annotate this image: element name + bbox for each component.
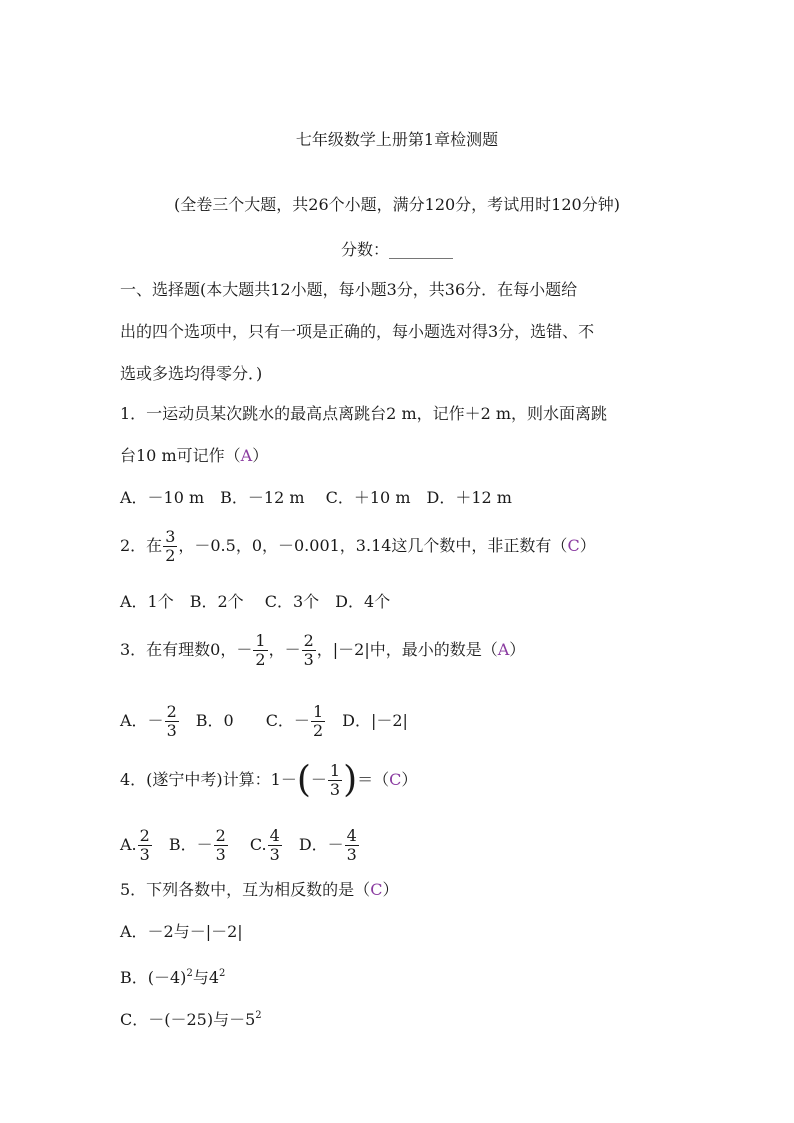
- q4-optD-num: 4: [346, 826, 357, 845]
- page-title: 七年级数学上册第1章检测题: [295, 130, 499, 149]
- q2-stem: [120, 528, 596, 565]
- q4-stem-post: ＝（: [357, 770, 390, 789]
- q4-options: [120, 827, 360, 864]
- q3-optA-den: 3: [166, 721, 177, 740]
- q5-optB-sup2: 2: [219, 968, 226, 979]
- q5-optB-sup1: 2: [186, 968, 193, 979]
- q5-option-c: [120, 1006, 262, 1030]
- q3-stem-post: ，|－2|中，最小的数是（: [316, 640, 498, 659]
- q4-option-a: A.: [120, 835, 137, 854]
- q5-stem-text: 5．下列各数中，互为相反数的是（: [120, 880, 371, 899]
- q5-stem: [120, 880, 398, 900]
- q4-optB-den: 3: [215, 845, 226, 864]
- q1-stem-text: 台10 m可记作（: [120, 446, 241, 465]
- q3-optC-fraction: [311, 703, 325, 740]
- exam-subtitle: (全卷三个大题，共26个小题，满分120分，考试用时120分钟): [174, 195, 620, 214]
- q2-fraction: [163, 528, 177, 565]
- q3-optC-den: 2: [312, 721, 324, 740]
- q4-f-num: 1: [329, 761, 341, 780]
- q5-option-a: A．－2与－|－2|: [120, 922, 243, 941]
- q3-f1-num: 1: [255, 631, 266, 650]
- q3-options: [120, 703, 408, 740]
- q3-optA-num: 2: [166, 702, 177, 721]
- q4-right-paren: ): [343, 759, 358, 801]
- q4-optC-den: 3: [269, 845, 280, 864]
- q2-frac-num: 3: [165, 527, 176, 546]
- q3-f2-num: 2: [303, 631, 314, 650]
- q3-f1-den: 2: [255, 650, 266, 669]
- q2-stem-post: ，－0.5，0，－0.001，3.14这几个数中，非正数有（: [178, 536, 568, 555]
- q2-stem-pre: 2．在: [120, 536, 163, 555]
- q2-close: ）: [579, 536, 596, 555]
- q4-option-c: C.: [228, 835, 267, 854]
- q3-stem-pre: 3．在有理数0，－: [120, 640, 253, 659]
- q4-option-d: D．－: [282, 835, 344, 854]
- q3-option-a: A．－: [120, 711, 164, 730]
- q4-optB-fraction: [214, 827, 228, 864]
- q1-stem-line1: 1．一运动员某次跳水的最高点离跳台2 m，记作＋2 m，则水面离跳: [120, 404, 608, 423]
- q2-answer: C: [567, 536, 580, 555]
- q2-frac-den: 2: [165, 546, 176, 565]
- q4-optA-fraction: [138, 827, 152, 864]
- q4-option-b: B．－: [152, 835, 213, 854]
- q4-stem: [120, 759, 418, 801]
- q3-f2-den: 3: [303, 650, 314, 669]
- q4-left-paren: (: [296, 759, 311, 801]
- section1-line3: 选或多选均得零分．): [120, 364, 263, 383]
- q4-optD-den: 3: [346, 845, 357, 864]
- section1-line1: 一、选择题(本大题共12小题，每小题3分，共36分．在每小题给: [120, 280, 578, 299]
- q4-optC-fraction: [268, 827, 282, 864]
- q5-optB-mid: 与4: [192, 968, 219, 987]
- q1-stem-line2: [120, 446, 268, 466]
- q4-optA-num: 2: [139, 826, 150, 845]
- q4-optB-num: 2: [215, 826, 226, 845]
- section1-line2: 出的四个选项中，只有一项是正确的，每小题选对得3分，选错、不: [120, 322, 595, 341]
- q3-answer: A: [497, 640, 510, 659]
- q3-stem: [120, 632, 525, 669]
- q4-optA-den: 3: [139, 845, 150, 864]
- q1-answer: A: [240, 446, 253, 465]
- q4-inner-sign: －: [310, 770, 327, 789]
- score-field: 分数：________: [340, 240, 453, 259]
- q4-fraction: [328, 762, 342, 799]
- q4-close: ）: [401, 770, 418, 789]
- q4-stem-pre: 4．(遂宁中考)计算：1－: [120, 770, 297, 789]
- q5-optB-pre: B．(－4): [120, 968, 187, 987]
- q5-optC-pre: C．－(－25)与－5: [120, 1010, 256, 1029]
- q3-optC-num: 1: [312, 702, 324, 721]
- q3-fraction-1: [253, 632, 267, 669]
- q5-answer: C: [370, 880, 383, 899]
- q1-close: ）: [252, 446, 269, 465]
- q5-close: ）: [382, 880, 399, 899]
- q3-stem-mid: ，－: [268, 640, 301, 659]
- q1-options: A．－10 m B．－12 m C．＋10 m D．＋12 m: [120, 488, 512, 507]
- q3-close: ）: [509, 640, 526, 659]
- q3-option-b-c: B．0 C．－: [179, 711, 310, 730]
- q2-options: A．1个 B．2个 C．3个 D．4个: [120, 592, 391, 611]
- q4-optC-num: 4: [269, 826, 280, 845]
- q3-option-d: D．|－2|: [326, 711, 408, 730]
- q3-optA-fraction: [165, 703, 179, 740]
- q4-f-den: 3: [329, 780, 341, 799]
- q4-optD-fraction: [345, 827, 359, 864]
- q4-answer: C: [389, 770, 402, 789]
- q5-optC-sup: 2: [255, 1010, 262, 1021]
- q5-option-b: [120, 964, 225, 988]
- q3-fraction-2: [302, 632, 316, 669]
